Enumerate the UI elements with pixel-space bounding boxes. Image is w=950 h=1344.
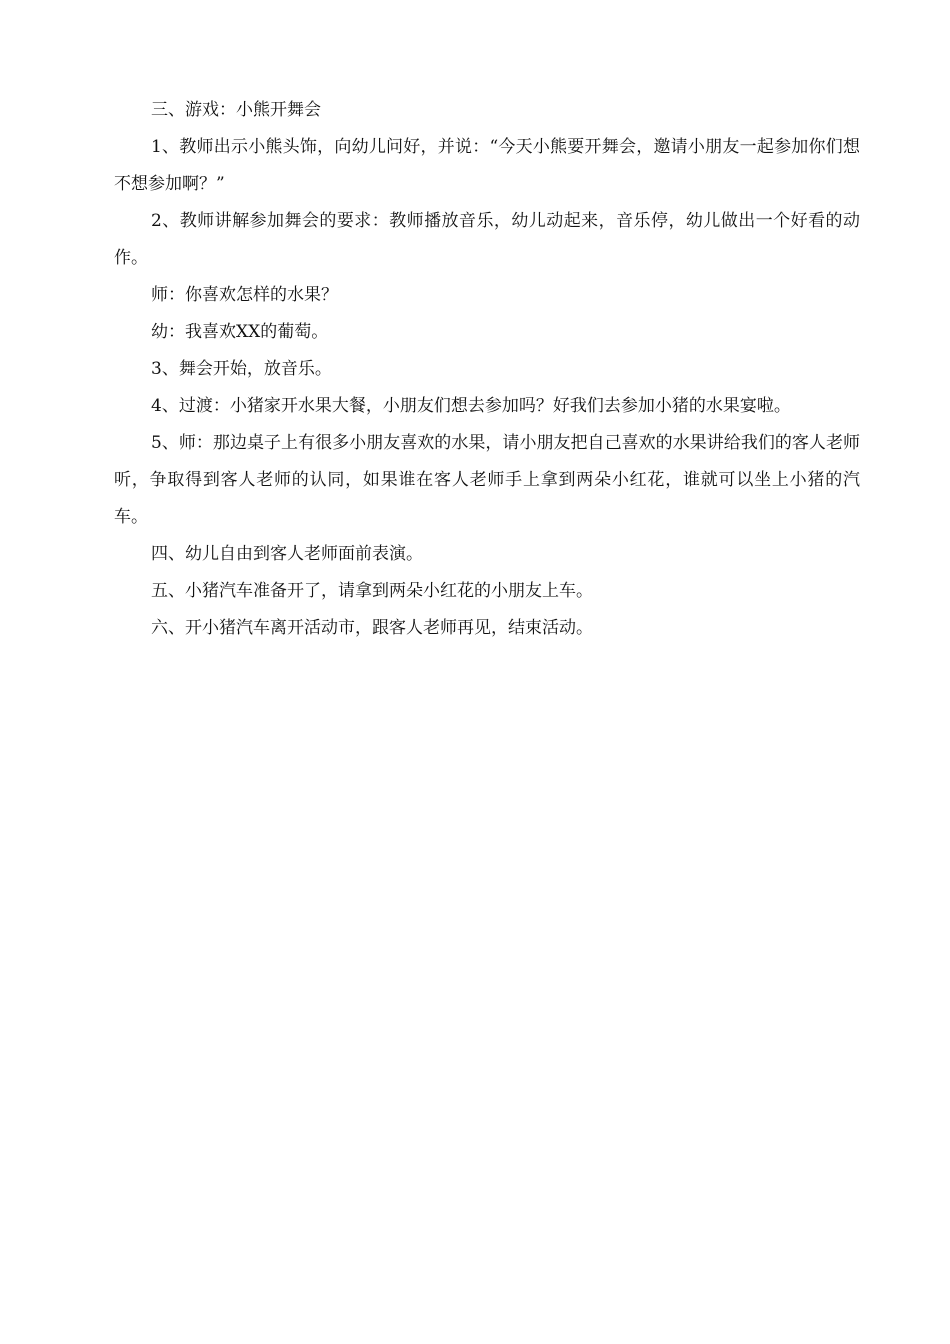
teacher-question-line: 师：你喜欢怎样的水果？ xyxy=(151,285,338,305)
step-5-paragraph: 5、师：那边桌子上有很多小朋友喜欢的水果，请小朋友把自己喜欢的水果讲给我们的客人老师听，争取得到客人老师的认同，如果谁在客人老师手上拿到两朵小红花，谁就可以坐上小猪的汽车。 xyxy=(114,433,860,527)
child-answer-line: 幼：我喜欢XX的葡萄。 xyxy=(151,322,329,342)
step-3-paragraph: 3、舞会开始，放音乐。 xyxy=(151,359,332,379)
section-heading-ending: 六、开小猪汽车离开活动市，跟客人老师再见，结束活动。 xyxy=(151,618,593,638)
step-1-paragraph: 1、教师出示小熊头饰，向幼儿问好，并说：“今天小熊要开舞会，邀请小朋友一起参加你们想不想参加啊？” xyxy=(114,137,860,194)
section-heading-car: 五、小猪汽车准备开了，请拿到两朵小红花的小朋友上车。 xyxy=(151,581,593,601)
document-body xyxy=(114,92,860,647)
step-4-paragraph: 4、过渡：小猪家开水果大餐，小朋友们想去参加吗？好我们去参加小猪的水果宴啦。 xyxy=(151,396,791,416)
step-2-paragraph: 2、教师讲解参加舞会的要求：教师播放音乐，幼儿动起来，音乐停，幼儿做出一个好看的动作。 xyxy=(114,211,860,268)
section-heading-performance: 四、幼儿自由到客人老师面前表演。 xyxy=(151,544,423,564)
section-heading-game: 三、游戏：小熊开舞会 xyxy=(151,100,321,120)
